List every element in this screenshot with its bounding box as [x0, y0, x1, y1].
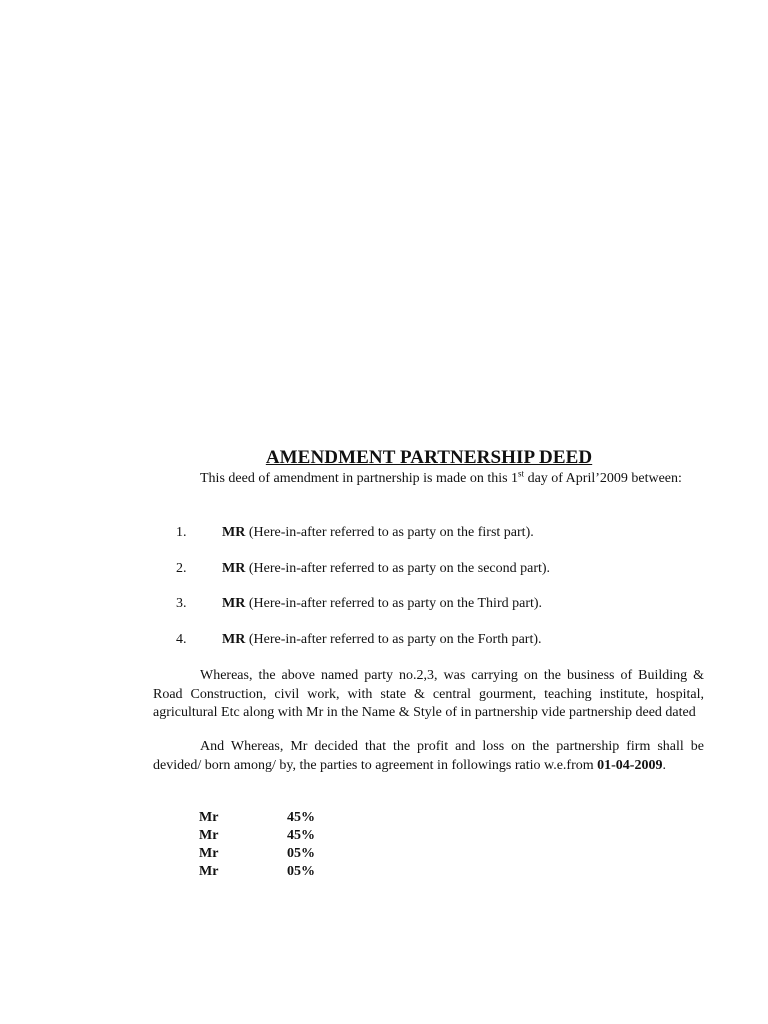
party-number: 1. [176, 525, 187, 540]
whereas-paragraph-2 [153, 738, 704, 775]
party-mr: MR [222, 632, 246, 647]
ratio-row-4 [199, 863, 315, 881]
party-description: (Here-in-after referred to as party on the first part). [245, 525, 534, 540]
intro-paragraph [153, 470, 704, 489]
ordinal-suffix: st [518, 468, 525, 479]
party-number: 2. [176, 561, 187, 576]
party-description: (Here-in-after referred to as party on the Third part). [245, 596, 543, 611]
ratio-row-1 [199, 809, 315, 827]
whereas-2-text: And Whereas, Mr decided that the profit and loss on the partnership firm shall be devided/ born among/ by, the parties to agreement in followings ratio w.e.from [153, 739, 704, 773]
party-mr: MR [222, 561, 246, 576]
effective-date: 01-04-2009 [597, 757, 663, 773]
party-item-1 [176, 524, 534, 542]
ratio-row-3 [199, 845, 315, 863]
party-number: 3. [176, 596, 187, 611]
ratio-name: Mr [199, 810, 219, 825]
party-description: (Here-in-after referred to as party on the second part). [245, 561, 551, 576]
ratio-row-2 [199, 827, 315, 845]
party-item-2 [176, 560, 550, 578]
ratio-share: 45% [287, 828, 315, 843]
party-mr: MR [222, 525, 246, 540]
ratio-name: Mr [199, 864, 219, 879]
whereas-2-end: . [662, 757, 666, 773]
ratio-share: 05% [287, 864, 315, 879]
party-item-3 [176, 595, 542, 613]
party-mr: MR [222, 596, 246, 611]
party-number: 4. [176, 632, 187, 647]
ratio-name: Mr [199, 828, 219, 843]
party-item-4 [176, 631, 542, 649]
intro-text: This deed of amendment in partnership is made on this 1 [200, 471, 519, 486]
ratio-share: 45% [287, 810, 315, 825]
ratio-name: Mr [199, 846, 219, 861]
party-description: (Here-in-after referred to as party on the Forth part). [245, 632, 542, 647]
deed-title: AMENDMENT PARTNERSHIP DEED [265, 447, 593, 468]
ratio-share: 05% [287, 846, 315, 861]
intro-text-end: day of April’2009 between: [524, 471, 682, 486]
whereas-paragraph-1: Whereas, the above named party no.2,3, was carrying on the business of Building & Road Construction, civil work, with state & central gourment, teaching institute, hospital, agricultural Etc along with Mr in the Name & Style of in partnership vide partnership deed dated [153, 668, 704, 720]
